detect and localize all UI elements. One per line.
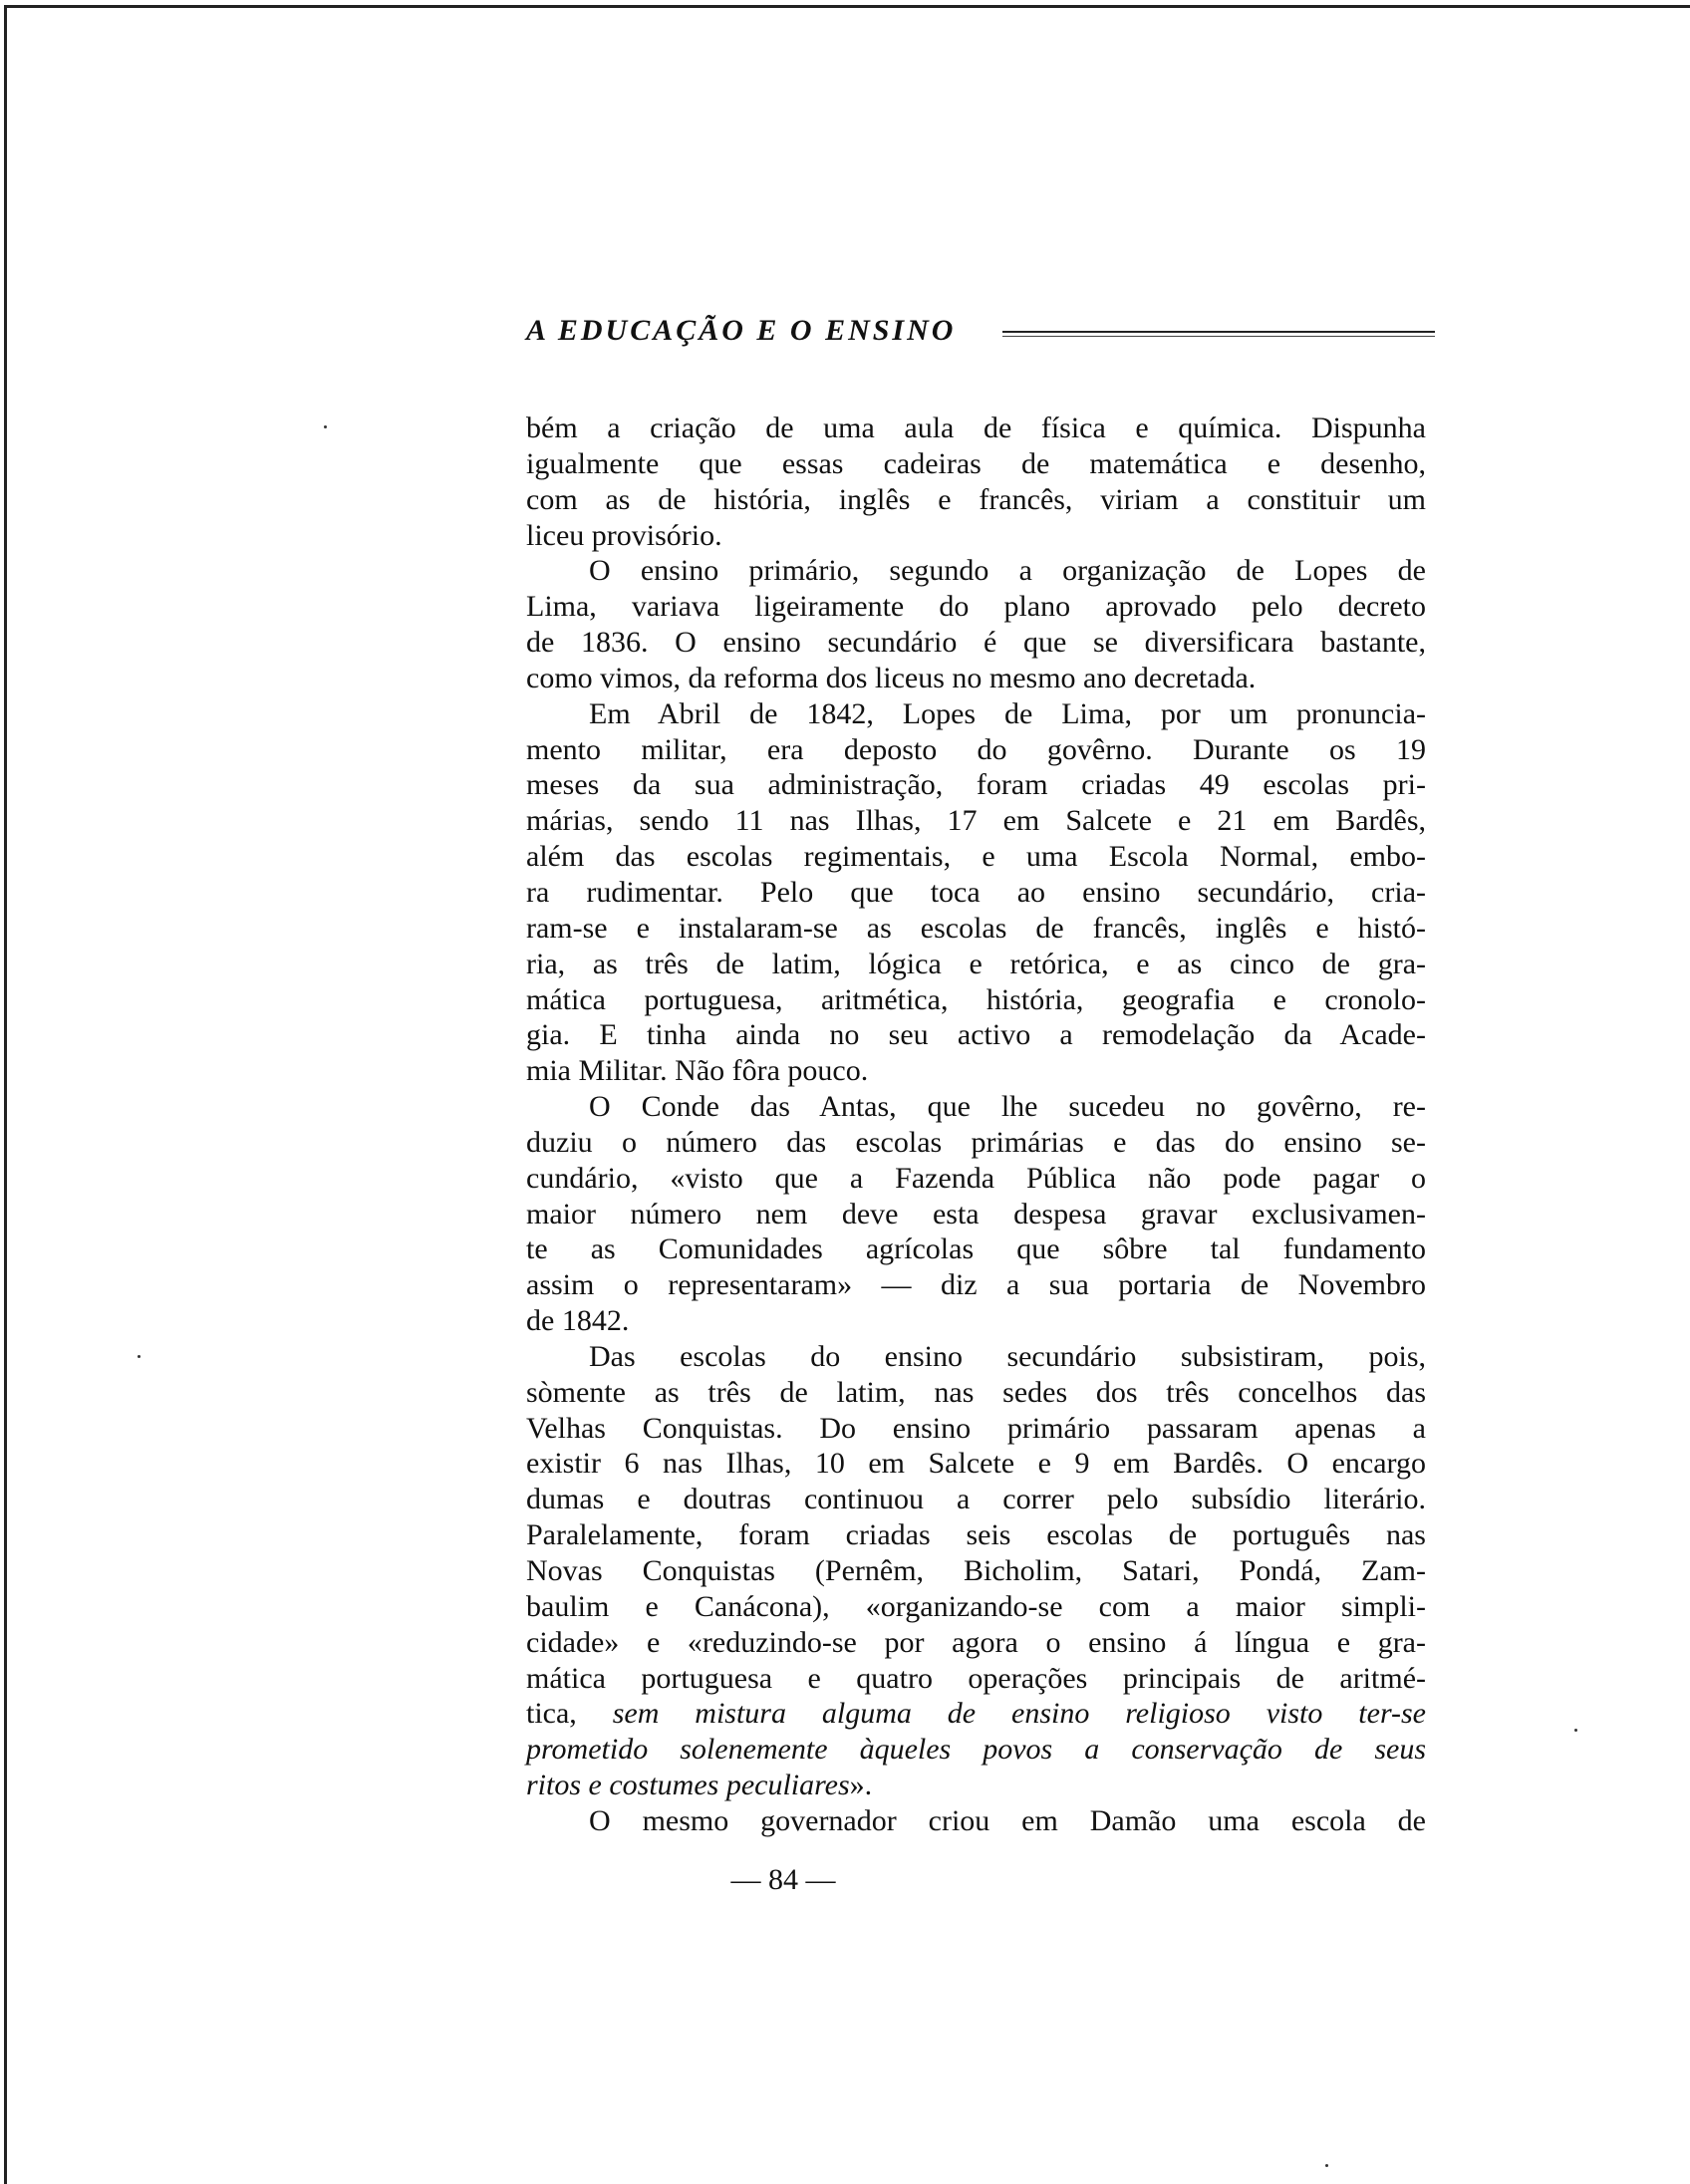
scan-speck xyxy=(1574,1729,1577,1732)
scan-speck xyxy=(138,1355,141,1358)
text-line: mática portuguesa e quatro operações principais de aritmé- xyxy=(526,1661,1426,1695)
text-line: assim o representaram» — diz a sua portaria de Novembro xyxy=(526,1268,1426,1302)
paragraph xyxy=(526,696,1426,1089)
paragraph xyxy=(526,1089,1426,1339)
text-line xyxy=(526,1732,1426,1768)
italic-quote: ritos e costumes peculiares xyxy=(526,1769,850,1802)
text-line: Novas Conquistas (Pernêm, Bicholim, Satari, Pondá, Zam- xyxy=(526,1554,1426,1587)
text-line: cundário, «visto que a Fazenda Pública não pode pagar o xyxy=(526,1161,1426,1195)
text-line: bém a criação de uma aula de física e química. Dispunha xyxy=(526,411,1426,444)
italic-quote: prometido solenemente àqueles povos a conservação de seus xyxy=(526,1733,1426,1767)
paragraph xyxy=(526,410,1426,553)
text-line: sòmente as três de latim, nas sedes dos três concelhos das xyxy=(526,1375,1426,1409)
text-line: mia Militar. Não fôra pouco. xyxy=(526,1054,869,1088)
text-line: com as de história, inglês e francês, viriam a constituir um xyxy=(526,482,1426,516)
text-line: duziu o número das escolas primárias e das do ensino se- xyxy=(526,1125,1426,1159)
text-line: maior número nem deve esta despesa gravar exclusivamen- xyxy=(526,1197,1426,1230)
text-line: Lima, variava ligeiramente do plano aprovado pelo decreto xyxy=(526,590,1426,624)
text-line: baulim e Canácona), «organizando-se com a maior simpli- xyxy=(526,1589,1426,1623)
body-text xyxy=(526,410,1426,1839)
text-line: existir 6 nas Ilhas, 10 em Salcete e 9 em Bardês. O encargo xyxy=(526,1447,1426,1481)
text-line: Paralelamente, foram criadas seis escolas de português nas xyxy=(526,1518,1426,1552)
scan-speck xyxy=(1325,2164,1328,2167)
text-line: Velhas Conquistas. Do ensino primário passaram apenas a xyxy=(526,1411,1426,1445)
text-line: O ensino primário, segundo a organização de Lopes de xyxy=(589,554,1426,588)
text-line: gia. E tinha ainda no seu activo a remodelação da Acade- xyxy=(526,1018,1426,1052)
text-line: ria, as três de latim, lógica e retórica, e as cinco de gra- xyxy=(526,947,1426,980)
text-line: além das escolas regimentais, e uma Escola Normal, embo- xyxy=(526,840,1426,874)
page-number: — 84 — xyxy=(730,1863,836,1896)
text-line xyxy=(526,1696,1426,1732)
text-line: Das escolas do ensino secundário subsistiram, pois, xyxy=(589,1339,1426,1373)
scan-speck xyxy=(324,425,327,428)
paragraph xyxy=(526,553,1426,695)
page-edge-left xyxy=(4,5,7,2184)
text-line: márias, sendo 11 nas Ilhas, 17 em Salcete e 21 em Bardês, xyxy=(526,804,1426,838)
header-rule xyxy=(1002,331,1435,337)
text-line: igualmente que essas cadeiras de matemática e desenho, xyxy=(526,446,1426,480)
paragraph xyxy=(526,1803,1426,1839)
text-line: Em Abril de 1842, Lopes de Lima, por um pronuncia- xyxy=(589,696,1426,730)
text-line: liceu provisório. xyxy=(526,518,722,552)
page-edge-top xyxy=(4,5,1690,8)
header-title: A EDUCAÇÃO E O ENSINO xyxy=(526,314,957,347)
text-segment: tica, xyxy=(526,1697,613,1731)
italic-quote: sem mistura alguma de ensino religioso visto ter-se xyxy=(612,1697,1426,1731)
text-line: dumas e doutras continuou a correr pelo subsídio literário. xyxy=(526,1483,1426,1516)
running-header xyxy=(526,311,1435,351)
text-segment: ». xyxy=(849,1769,873,1802)
text-line: ra rudimentar. Pelo que toca ao ensino secundário, cria- xyxy=(526,875,1426,909)
text-line: O mesmo governador criou em Damão uma escola de xyxy=(589,1803,1426,1837)
text-line: mento militar, era deposto do govêrno. Durante os 19 xyxy=(526,732,1426,766)
text-line: O Conde das Antas, que lhe sucedeu no govêrno, re- xyxy=(589,1090,1426,1124)
text-line: te as Comunidades agrícolas que sôbre tal fundamento xyxy=(526,1232,1426,1266)
paragraph xyxy=(526,1339,1426,1803)
text-line: como vimos, da reforma dos liceus no mesmo ano decretada. xyxy=(526,661,1257,694)
text-line: de 1842. xyxy=(526,1304,630,1338)
text-line: ram-se e instalaram-se as escolas de francês, inglês e histó- xyxy=(526,911,1426,945)
text-line: de 1836. O ensino secundário é que se diversificara bastante, xyxy=(526,626,1426,660)
text-line: cidade» e «reduzindo-se por agora o ensino á língua e gra- xyxy=(526,1625,1426,1659)
text-line: meses da sua administração, foram criadas 49 escolas pri- xyxy=(526,768,1426,802)
text-line xyxy=(526,1768,1426,1803)
text-line: mática portuguesa, aritmética, história, geografia e cronolo- xyxy=(526,982,1426,1016)
